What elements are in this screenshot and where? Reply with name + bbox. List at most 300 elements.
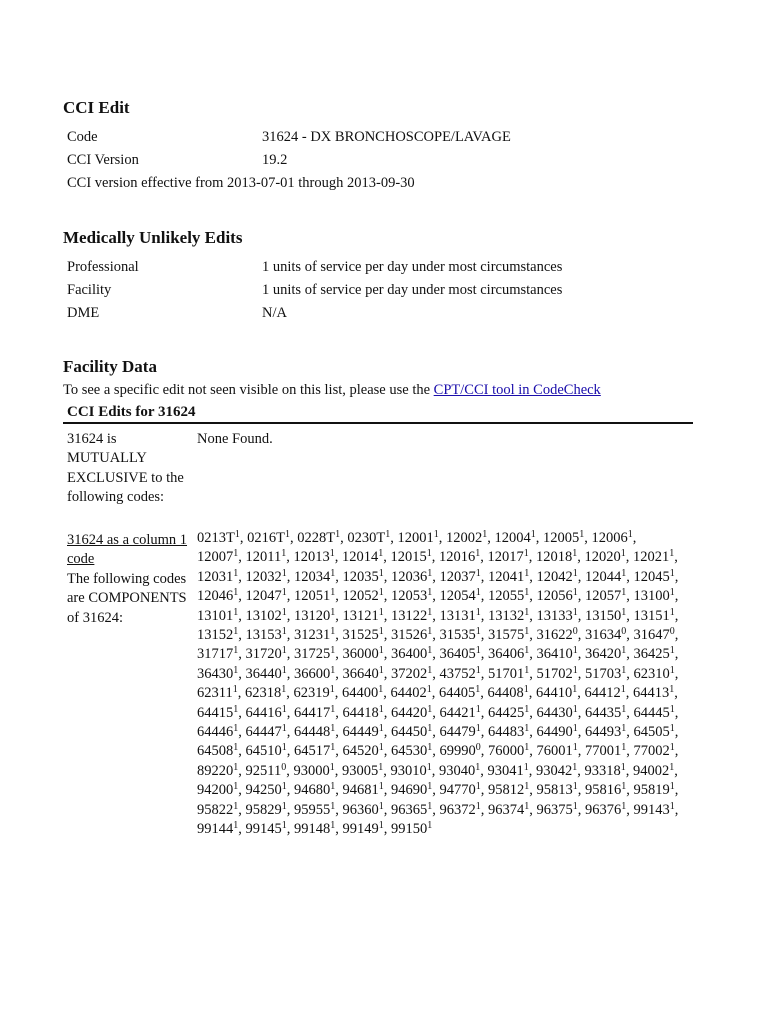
component-code-number: 13151 [633,607,670,624]
component-code [247,530,290,546]
component-code [246,782,287,798]
modifier-indicator: 1 [475,761,481,773]
component-code [488,666,529,682]
modifier-indicator: 1 [330,587,336,599]
component-code [391,802,432,818]
component-code-number: 31535 [439,627,476,644]
component-code-number: 64505 [633,724,670,741]
component-code-number: 13122 [391,607,428,624]
modifier-indicator: 1 [281,703,287,715]
component-code [440,588,481,604]
component-code-number: 64490 [536,724,573,741]
component-code-number: 13102 [245,607,282,624]
modifier-indicator: 1 [233,761,239,773]
component-code [294,608,335,624]
component-code-number: 0213T [197,530,235,546]
component-code [585,569,626,585]
component-code [197,569,238,585]
modifier-indicator: 0 [669,626,675,638]
component-code [294,705,335,721]
cci-version-label: CCI Version [67,152,139,168]
modifier-indicator: 1 [572,800,578,812]
component-code-number: 43752 [439,665,476,682]
component-code-number: 64493 [585,724,622,741]
component-code-number: 12011 [245,549,282,566]
mue-facility-row [63,279,562,302]
component-code-number: 36410 [536,646,573,663]
modifier-indicator: 1 [621,664,627,676]
component-code [343,666,384,682]
modifier-indicator: 1 [427,626,433,638]
component-code-number: 94200 [197,782,234,799]
modifier-indicator: 1 [427,723,433,735]
modifier-indicator: 1 [426,684,432,696]
component-code [294,646,335,662]
modifier-indicator: 1 [281,567,287,579]
components-label: The following codes are COMPONENTS of 31624: [67,570,187,626]
component-code [537,608,578,624]
component-code-number: 94690 [391,782,428,799]
modifier-indicator: 1 [330,800,336,812]
component-code [585,588,626,604]
modifier-indicator: 1 [524,781,530,793]
component-code-number: 36406 [488,646,525,663]
component-code-number: 12037 [439,568,476,585]
component-code-number: 12002 [445,530,483,546]
component-code-number: 76000 [488,743,525,760]
modifier-indicator: 1 [378,587,384,599]
component-code [440,782,481,798]
component-code [246,588,287,604]
modifier-indicator: 1 [572,587,578,599]
component-code [488,569,529,585]
component-code-number: 99143 [633,801,670,818]
modifier-indicator: 1 [378,703,384,715]
component-code [634,608,675,624]
modifier-indicator: 1 [475,664,481,676]
modifier-indicator: 1 [475,684,481,696]
component-code [584,763,625,779]
component-code [440,608,481,624]
component-code [343,608,384,624]
component-code [246,821,287,837]
modifier-indicator: 1 [233,742,239,754]
mue-dme-row [63,302,562,325]
component-code [197,666,238,682]
modifier-indicator: 1 [620,684,626,696]
component-code [634,705,675,721]
component-code-number: 13153 [245,627,282,644]
modifier-indicator: 1 [330,645,336,657]
modifier-indicator: 1 [572,723,578,735]
component-code [246,608,287,624]
component-code [197,530,240,546]
component-code-number: 12041 [488,568,525,585]
component-code-number: 36420 [585,646,622,663]
modifier-indicator: 1 [572,645,578,657]
component-code [294,569,335,585]
component-code [246,724,287,740]
component-code-number: 93041 [487,762,524,779]
modifier-indicator: 1 [330,626,336,638]
mue-professional-row [63,256,562,279]
modifier-indicator: 1 [427,645,433,657]
component-code-number: 36600 [294,665,331,682]
modifier-indicator: 1 [475,587,481,599]
component-code-number: 64450 [391,724,428,741]
component-code [343,802,384,818]
modifier-indicator: 1 [523,548,529,560]
component-code [197,646,238,662]
component-code [391,646,432,662]
component-code-number: 99148 [294,821,331,838]
modifier-indicator: 1 [427,820,433,832]
cci-effective-row [63,172,511,195]
modifier-indicator: 1 [233,567,239,579]
modifier-indicator: 1 [627,529,633,540]
component-code-number: 12035 [342,568,379,585]
component-code-number: 31526 [391,627,428,644]
modifier-indicator: 1 [330,567,336,579]
component-code [634,743,675,759]
component-code-number: 36430 [197,665,234,682]
component-code-number: 64415 [197,704,234,721]
component-code-number: 12052 [342,588,379,605]
modifier-indicator: 1 [482,529,488,540]
component-code [537,569,578,585]
component-code [391,588,432,604]
component-code-number: 12054 [439,588,476,605]
component-code [488,782,529,798]
component-code [391,666,432,682]
modifier-indicator: 1 [281,626,287,638]
modifier-indicator: 1 [669,645,675,657]
component-code [585,782,626,798]
component-code [245,685,286,701]
modifier-indicator: 1 [232,684,238,696]
component-code-number: 12051 [294,588,331,605]
component-code [487,685,528,701]
component-code-number: 62318 [244,685,282,702]
modifier-indicator: 1 [427,742,433,754]
modifier-indicator: 1 [330,703,336,715]
component-code-number: 12045 [633,568,670,585]
component-code [487,549,528,565]
modifier-indicator: 1 [475,781,481,793]
modifier-indicator: 1 [524,664,530,676]
modifier-indicator: 1 [524,587,530,599]
component-code [537,627,578,643]
component-code [294,743,335,759]
component-code [488,627,529,643]
component-code [390,549,431,565]
modifier-indicator: 1 [669,742,675,754]
mue-table [63,256,562,325]
component-code-number: 12018 [535,549,573,566]
component-code-number: 77002 [633,743,670,760]
component-code-number: 12005 [542,530,580,546]
modifier-indicator: 1 [669,567,675,579]
modifier-indicator: 1 [281,548,287,560]
column1-code-link[interactable]: 31624 as a column 1 code [67,532,188,568]
component-code-number: 36640 [342,665,379,682]
component-code-number: 96360 [342,801,379,818]
component-code-number: 13131 [439,607,476,624]
modifier-indicator: 0 [621,626,627,638]
component-code-number: 64447 [245,724,282,741]
component-code-number: 12006 [591,530,628,546]
component-code [440,724,481,740]
modifier-indicator: 1 [281,645,287,657]
component-code-number: 64479 [439,724,476,741]
component-code-number: 64517 [294,743,331,760]
component-code [537,743,578,759]
component-code-number: 13100 [633,588,670,605]
modifier-indicator: 1 [572,703,578,715]
component-code-number: 64402 [390,685,427,702]
component-code [488,646,529,662]
modifier-indicator: 1 [669,548,675,560]
component-code [585,608,626,624]
modifier-indicator: 0 [475,742,481,754]
component-code-number: 64510 [245,743,282,760]
modifier-indicator: 1 [475,626,481,638]
component-code [342,763,383,779]
mue-facility-value: 1 units of service per day under most circumstances [262,282,563,298]
component-code-number: 12036 [391,568,428,585]
modifier-indicator: 1 [524,645,530,657]
components-label-block [67,531,195,628]
codecheck-tool-link[interactable]: CPT/CCI tool in CodeCheck [433,382,601,398]
component-code-number: 99145 [245,821,282,838]
component-code-number: 64449 [342,724,379,741]
component-code [391,705,432,721]
component-code-number: 12046 [197,588,234,605]
component-code [537,782,578,798]
component-code [294,627,335,643]
component-code-number: 13120 [294,607,331,624]
component-code-number: 95829 [245,801,282,818]
component-code [246,743,287,759]
component-code-number: 12020 [584,549,621,566]
mue-professional-label: Professional [67,259,139,275]
component-code-number: 36440 [245,665,282,682]
component-code [197,627,238,643]
modifier-indicator: 1 [475,548,481,560]
component-code [246,666,287,682]
component-code [343,646,384,662]
component-code-number: 13121 [342,607,379,624]
mue-dme-value: N/A [262,305,287,321]
modifier-indicator: 1 [475,703,481,715]
modifier-indicator: 1 [669,684,675,696]
modifier-indicator: 1 [579,529,585,540]
modifier-indicator: 1 [572,548,578,560]
modifier-indicator: 1 [330,781,336,793]
component-code [246,549,287,565]
component-code [585,724,626,740]
component-code-number: 12055 [488,588,525,605]
modifier-indicator: 1 [475,645,481,657]
component-code-number: 12015 [390,549,427,566]
component-code-number: 93005 [341,762,379,779]
component-code [197,685,238,701]
modifier-indicator: 1 [524,606,530,618]
cci-edit-heading: CCI Edit [63,98,130,117]
component-code [343,782,384,798]
modifier-indicator: 1 [378,781,384,793]
component-code [342,685,383,701]
modifier-indicator: 1 [427,703,433,715]
modifier-indicator: 1 [330,742,336,754]
modifier-indicator: 1 [233,606,239,618]
component-code [343,569,384,585]
component-code [391,724,432,740]
component-code [537,802,578,818]
component-code-number: 51702 [536,665,573,682]
component-code [197,743,238,759]
component-code-number: 64416 [245,704,282,721]
modifier-indicator: 1 [427,587,433,599]
facility-data-heading: Facility Data [63,357,157,376]
component-code-number: 64418 [342,704,379,721]
modifier-indicator: 1 [378,664,384,676]
component-code-number: 31634 [585,627,622,644]
cci-edit-table [63,126,511,195]
component-code [488,802,529,818]
component-code [494,530,535,546]
component-code [297,530,340,546]
component-code-number: 95813 [536,782,573,799]
component-code-number: 92511 [245,762,282,779]
modifier-indicator: 1 [233,723,239,735]
component-code [246,705,287,721]
component-code-number: 51701 [488,665,525,682]
modifier-indicator: 1 [475,800,481,812]
component-code [197,802,238,818]
component-code [294,821,335,837]
component-code-number: 13101 [197,607,234,624]
component-code-number: 12053 [391,588,428,605]
modifier-indicator: 1 [620,761,626,773]
component-code [439,685,480,701]
modifier-indicator: 1 [524,626,530,638]
component-code-number: 94770 [439,782,476,799]
modifier-indicator: 1 [378,761,384,773]
modifier-indicator: 1 [378,548,384,560]
component-code [634,646,675,662]
component-code [197,705,238,721]
component-code-number: 12047 [245,588,282,605]
modifier-indicator: 1 [281,781,287,793]
component-code-number: 12004 [494,530,531,546]
mutually-exclusive-value: None Found. [197,431,273,447]
component-codes-list: $0213T^1$, $0216T^1$, $0228T^1$, $0230T^1$, 12001$^1$, 12002$^1$, 12004$^1$, 12005$^1$, 12006$^1$, 12007$^1$, 12011$^1$, 12013$^1$, 12014$^1$, 12015$^1$, 12016$^1$, 12017$^1$, 12018$^1$, 12020$^1$, 12021$^1$, 12031$^1$, 12032$^1$, 12034$^1$, 12035$^1$, 12036$^1$, 12037$^1$, 12041$^1$, 12042$^1$, 12044$^1$, 12045$^1$, 12046$^1$, 12047$^1$, 12051$^1$, 12052$^1$, 12053$^1$, 12054$^1$, 12055$^1$, 12056$^1$, 12057$^1$, 13100$^1$, 13101$^1$, 13102$^1$, 13120$^1$, 13121$^1$, 13122$^1$, 13131$^1$, 13132$^1$, 13133$^1$, 13150$^1$, 13151$^1$, 13152$^1$, 13153$^1$, 31231$^1$, 31525$^1$, 31526$^1$, 31535$^1$, 31575$^1$, 31622$^0$, 31634$^0$, 31647$^0$, 31717$^1$, 31720$^1$, 31725$^1$, 36000$^1$, 36400$^1$, 36405$^1$, 36406$^1$, 36410$^1$, 36420$^1$, 36425$^1$, 36430$^1$, 36440$^1$, 36600$^1$, 36640$^1$, 37202$^1$, 43752$^1$, 51701$^1$, 51702$^1$, 51703$^1$, 62310$^1$, 62311$^1$, 62318$^1$, 62319$^1$, 64400$^1$, 64402$^1$, 64405$^1$, 64408$^1$, 64410$^1$, 64412$^1$, 64413$^1$, 64415$^1$, 64416$^1$, 64417$^1$, 64418$^1$, 64420$^1$, 64421$^1$, 64425$^1$, 64430$^1$, 64435$^1$, 64445$^1$, 64446$^1$, 64447$^1$, 64448$^1$, 64449$^1$, 64450$^1$, 64479$^1$, 64483$^1$, 64490$^1$, 64493$^1$, 64505$^1$, 64508$^1$, 64510$^1$, 64517$^1$, 64520$^1$, 64530$^1$, 69990$^0$, 76000$^1$, 76001$^1$, 77001$^1$, 77002$^1$, 89220$^1$, 92511$^0$, 93000$^1$, 93005$^1$, 93010$^1$, 93040$^1$, 93041$^1$, 93042$^1$, 93318$^1$, 94002$^1$, 94200$^1$, 94250$^1$, 94680$^1$, 94681$^1$, 94690$^1$, 94770$^1$, 95812$^1$, 95813$^1$, 95816$^1$, 95819$^1$, 95822$^1$, 95829$^1$, 95955$^1$, 96360$^1$, 96365$^1$, 96372$^1$, 96374$^1$, 96375$^1$, 96376$^1$, 99143$^1$, 99144$^1$, 99145$^1$, 99148$^1$, 99149$^1$, 99150$^1$ [197,529,679,838]
component-code-number: 64483 [488,724,525,741]
modifier-indicator: 1 [335,529,341,540]
modifier-indicator: 1 [378,723,384,735]
modifier-indicator: 1 [233,587,239,599]
component-code [536,685,577,701]
component-code [537,705,578,721]
component-code-number: 12001 [397,530,434,546]
component-code-number: 96365 [391,801,428,818]
component-code-number: 36425 [633,646,670,663]
component-code-number: 31720 [245,646,282,663]
component-code [246,802,287,818]
component-code [197,588,238,604]
mue-dme-label: DME [67,305,100,321]
modifier-indicator: 1 [669,800,675,812]
component-code [343,743,384,759]
component-code-number: 36400 [391,646,428,663]
component-code-number: 99150 [391,821,428,838]
component-code [634,627,675,643]
component-code-number: 62319 [293,685,330,702]
modifier-indicator: 1 [284,529,290,540]
modifier-indicator: 1 [281,587,287,599]
modifier-indicator: 1 [378,567,384,579]
modifier-indicator: 1 [330,723,336,735]
facility-intro [63,382,601,399]
component-code-number: 13150 [585,607,622,624]
component-code-number: 64417 [294,704,331,721]
component-code [293,763,334,779]
component-code [294,666,335,682]
component-code [440,743,481,759]
component-code-number: 31647 [633,627,670,644]
modifier-indicator: 1 [524,800,530,812]
cci-version-value: 19.2 [262,152,288,168]
component-code [584,549,625,565]
modifier-indicator: 1 [378,820,384,832]
component-code-number: 93010 [390,762,427,779]
component-code-number: 64421 [439,704,476,721]
component-code [633,549,674,565]
modifier-indicator: 1 [572,606,578,618]
component-code [537,724,578,740]
component-code-number: 12013 [293,549,330,566]
code-value: 31624 - DX BRONCHOSCOPE/LAVAGE [262,129,511,145]
modifier-indicator: 1 [475,567,481,579]
component-code-number: 77001 [585,743,622,760]
cci-effective-text: CCI version effective from 2013-07-01 through 2013-09-30 [67,175,415,191]
component-code-number: 12016 [438,549,476,566]
cci-edits-header: CCI Edits for 31624 [63,404,693,424]
component-code [439,549,480,565]
component-code-number: 93318 [584,762,621,779]
component-code-number: 12031 [197,568,234,585]
modifier-indicator: 1 [621,800,627,812]
component-code-number: 94680 [294,782,331,799]
modifier-indicator: 1 [427,567,433,579]
cci-version-row [63,149,511,172]
component-code [487,763,528,779]
modifier-indicator: 1 [621,645,627,657]
component-code [634,802,675,818]
modifier-indicator: 1 [281,800,287,812]
component-code [488,724,529,740]
modifier-indicator: 1 [621,781,627,793]
component-code [246,763,287,779]
modifier-indicator: 1 [621,723,627,735]
modifier-indicator: 1 [621,742,627,754]
mue-heading: Medically Unlikely Edits [63,228,243,247]
modifier-indicator: 1 [378,684,384,696]
modifier-indicator: 1 [621,567,627,579]
code-label: Code [67,129,98,145]
component-code [440,802,481,818]
